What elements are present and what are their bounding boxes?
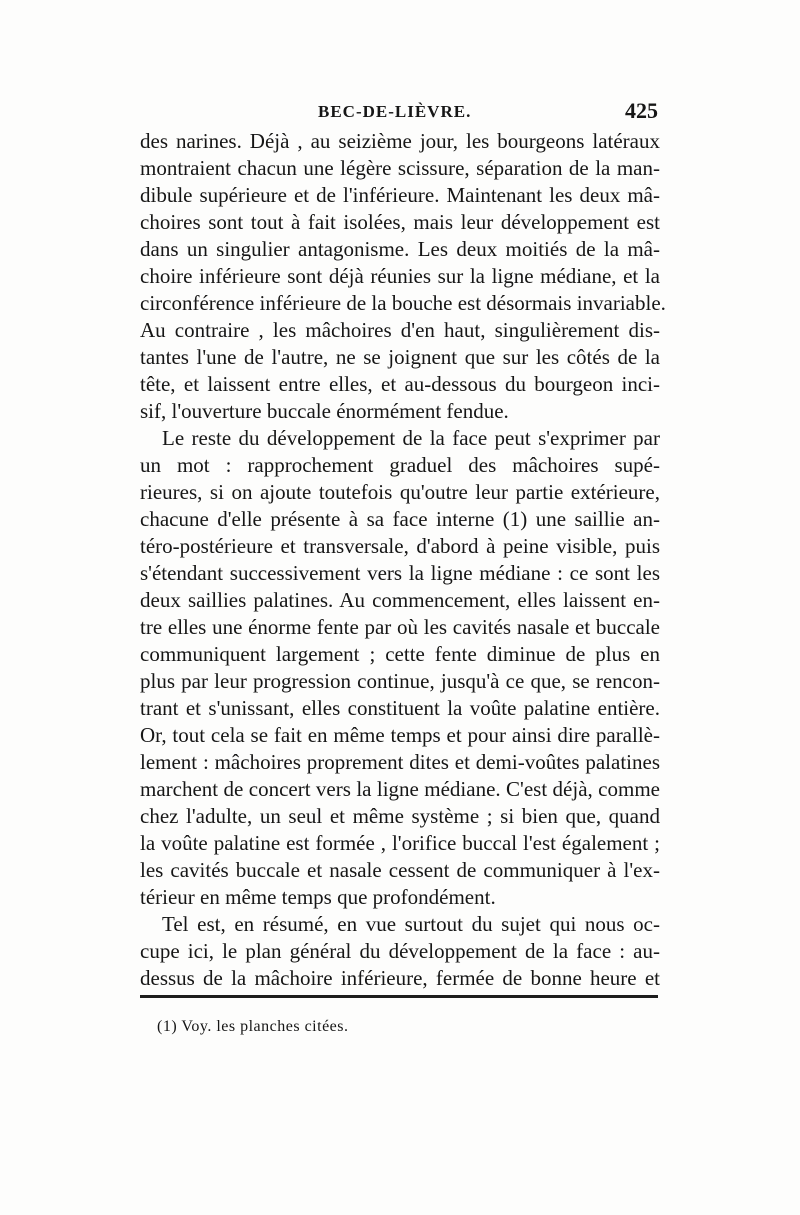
- text-line: sif, l'ouverture buccale énormément fendue.: [140, 399, 509, 423]
- text-line: Le reste du développement de la face peut s'exprimer par: [162, 426, 660, 450]
- body-text: [140, 128, 666, 992]
- text-line: térieur en même temps que profondément.: [140, 885, 496, 909]
- text-line: plus par leur progression continue, jusqu'à ce que, se rencon-: [140, 669, 660, 693]
- text-line: tantes l'une de l'autre, ne se joignent que sur les côtés de la: [140, 345, 660, 369]
- text-line: les cavités buccale et nasale cessent de communiquer à l'ex-: [140, 858, 660, 882]
- text-line: Or, tout cela se fait en même temps et pour ainsi dire parallè-: [140, 723, 660, 747]
- text-line: s'étendant successivement vers la ligne médiane : ce sont les: [140, 561, 660, 585]
- text-line: tre elles une énorme fente par où les cavités nasale et buccale: [140, 615, 660, 639]
- text-line: communiquent largement ; cette fente diminue de plus en: [140, 642, 660, 666]
- text-line: montraient chacun une légère scissure, séparation de la man-: [140, 156, 660, 180]
- text-line: choires sont tout à fait isolées, mais leur développement est: [140, 210, 660, 234]
- running-head: [138, 98, 658, 124]
- text-line: dibule supérieure et de l'inférieure. Maintenant les deux mâ-: [140, 183, 660, 207]
- text-line: trant et s'unissant, elles constituent la voûte palatine entière.: [140, 696, 660, 720]
- text-line: cupe ici, le plan général du développement de la face : au-: [140, 939, 660, 963]
- text-line: Au contraire , les mâchoires d'en haut, singulièrement dis-: [140, 318, 660, 342]
- text-line: lement : mâchoires proprement dites et demi-voûtes palatines: [140, 750, 660, 774]
- text-line: téro-postérieure et transversale, d'abord à peine visible, puis: [140, 534, 660, 558]
- text-line: chez l'adulte, un seul et même système ; si bien que, quand: [140, 804, 660, 828]
- text-line: circonférence inférieure de la bouche est désormais invariable.: [140, 291, 666, 315]
- text-line: des narines. Déjà , au seizième jour, les bourgeons latéraux: [140, 129, 660, 153]
- footnote: (1) Voy. les planches citées.: [157, 1018, 349, 1035]
- text-line: la voûte palatine est formée , l'orifice buccal l'est également ;: [140, 831, 660, 855]
- text-line: choire inférieure sont déjà réunies sur la ligne médiane, et la: [140, 264, 660, 288]
- text-line: dessus de la mâchoire inférieure, fermée de bonne heure et: [140, 966, 660, 990]
- footnote-rule: [140, 995, 658, 998]
- text-line: rieures, si on ajoute toutefois qu'outre leur partie extérieure,: [140, 480, 660, 504]
- text-line: tête, et laissent entre elles, et au-dessous du bourgeon inci-: [140, 372, 660, 396]
- text-line: Tel est, en résumé, en vue surtout du sujet qui nous oc-: [162, 912, 660, 936]
- text-line: marchent de concert vers la ligne médiane. C'est déjà, comme: [140, 777, 660, 801]
- text-line: chacune d'elle présente à sa face interne (1) une saillie an-: [140, 507, 660, 531]
- running-title: BEC-DE-LIÈVRE.: [318, 102, 472, 121]
- page-number: 425: [625, 98, 658, 123]
- text-line: deux saillies palatines. Au commencement, elles laissent en-: [140, 588, 660, 612]
- text-line: un mot : rapprochement graduel des mâchoires supé-: [140, 453, 660, 477]
- text-line: dans un singulier antagonisme. Les deux moitiés de la mâ-: [140, 237, 660, 261]
